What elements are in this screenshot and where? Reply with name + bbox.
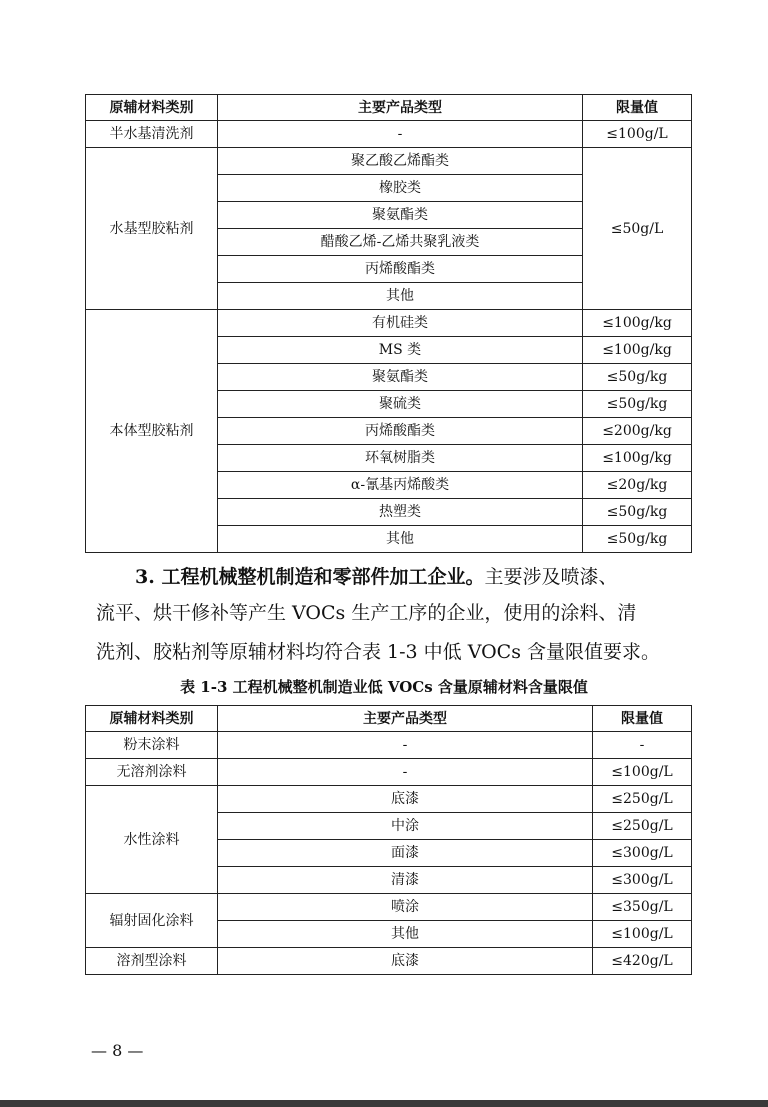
product-cell: 丙烯酸酯类 [218,256,583,283]
table-row [86,948,692,975]
table-caption: 表 1-3 工程机械整机制造业低 VOCs 含量原辅材料含量限值 [180,678,588,696]
limit-cell: ≤300g/L [593,840,692,867]
limit-cell: ≤250g/L [593,786,692,813]
section-heading: 3. 工程机械整机制造和零部件加工企业。 [135,566,485,588]
limit-cell: ≤50g/kg [583,364,692,391]
product-cell: 橡胶类 [218,175,583,202]
page-number: — 8 — [91,1041,144,1060]
limit-cell: ≤300g/L [593,867,692,894]
limit-cell: ≤100g/L [593,759,692,786]
category-cell: 无溶剂涂料 [86,759,218,786]
limit-cell: ≤50g/kg [583,526,692,553]
table-row [86,148,692,175]
limit-cell: ≤100g/kg [583,310,692,337]
limit-cell: ≤350g/L [593,894,692,921]
product-cell: 聚乙酸乙烯酯类 [218,148,583,175]
limit-cell: ≤420g/L [593,948,692,975]
product-cell: 有机硅类 [218,310,583,337]
header-category: 原辅材料类别 [86,706,218,732]
product-cell: 聚硫类 [218,391,583,418]
bottom-border-bar [0,1100,768,1107]
table-row [86,759,692,786]
limit-cell: ≤100g/kg [583,337,692,364]
product-cell: 底漆 [218,948,593,975]
product-cell: 环氧树脂类 [218,445,583,472]
category-cell: 溶剂型涂料 [86,948,218,975]
product-cell: 面漆 [218,840,593,867]
header-limit: 限量值 [583,95,692,121]
limits-table-1-3 [85,705,692,975]
product-cell: α-氰基丙烯酸类 [218,472,583,499]
product-cell: 热塑类 [218,499,583,526]
paragraph-line-1 [135,568,735,587]
table-header-row [86,706,692,732]
table-header-row [86,95,692,121]
product-cell: 清漆 [218,867,593,894]
paragraph-line-2: 流平、烘干修补等产生 VOCs 生产工序的企业，使用的涂料、清 [96,602,637,624]
category-cell: 辐射固化涂料 [86,894,218,948]
product-cell: 聚氨酯类 [218,364,583,391]
category-cell: 半水基清洗剂 [86,121,218,148]
category-cell: 水性涂料 [86,786,218,894]
category-cell: 粉末涂料 [86,732,218,759]
limit-cell: - [593,732,692,759]
table-row [86,894,692,921]
limit-cell: ≤20g/kg [583,472,692,499]
limit-cell: ≤100g/kg [583,445,692,472]
limit-cell: ≤250g/L [593,813,692,840]
product-cell: - [218,732,593,759]
product-cell: 其他 [218,921,593,948]
product-cell: - [218,759,593,786]
header-product: 主要产品类型 [218,706,593,732]
product-cell: 醋酸乙烯-乙烯共聚乳液类 [218,229,583,256]
product-cell: MS 类 [218,337,583,364]
table-row [86,786,692,813]
product-cell: 其他 [218,526,583,553]
limit-cell: ≤100g/L [583,121,692,148]
product-cell: 聚氨酯类 [218,202,583,229]
table-row [86,732,692,759]
product-cell: 喷涂 [218,894,593,921]
limits-table-continued [85,94,692,553]
limit-cell: ≤200g/kg [583,418,692,445]
limit-cell: ≤50g/kg [583,391,692,418]
product-cell: 丙烯酸酯类 [218,418,583,445]
category-cell: 水基型胶粘剂 [86,148,218,310]
table-row [86,121,692,148]
limit-cell: ≤50g/L [583,148,692,310]
product-cell: 底漆 [218,786,593,813]
header-limit: 限量值 [593,706,692,732]
limit-cell: ≤50g/kg [583,499,692,526]
product-cell: 其他 [218,283,583,310]
paragraph-line-3: 洗剂、胶粘剂等原辅材料均符合表 1-3 中低 VOCs 含量限值要求。 [96,641,661,663]
table-row [86,310,692,337]
header-product: 主要产品类型 [218,95,583,121]
product-cell: - [218,121,583,148]
limit-cell: ≤100g/L [593,921,692,948]
header-category: 原辅材料类别 [86,95,218,121]
category-cell: 本体型胶粘剂 [86,310,218,553]
product-cell: 中涂 [218,813,593,840]
paragraph-text: 主要涉及喷漆、 [484,566,618,588]
